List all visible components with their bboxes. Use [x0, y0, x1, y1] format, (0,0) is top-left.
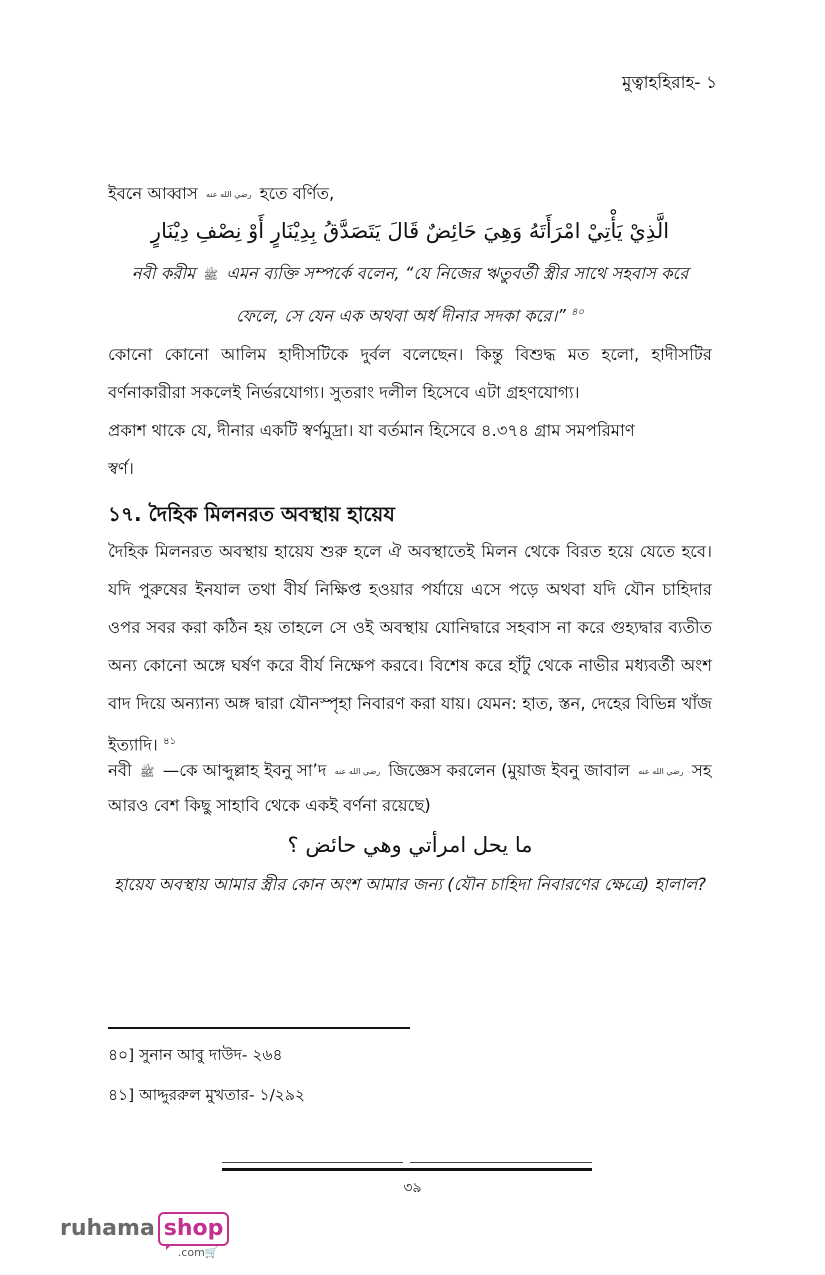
honorific-ra-icon: رضي الله عنه [638, 766, 684, 776]
running-head: মুত্বাহহিরাহ- ১ [622, 73, 717, 93]
footnote-text: আদ্দুররুল মুখতার- ১/২৯২ [139, 1086, 306, 1104]
arabic-question: ما يحل امرأتي وهي حائض ؟ [287, 833, 533, 857]
translation-1-after: এমন ব্যক্তি সম্পর্কে বলেন, “যে নিজের ঋতুবর্তী স্ত্রীর সাথে সহবাস করে ফেলে, সে যেন এক অথবা অর্ধ দীনার সদকা করে।” [226, 264, 689, 325]
section-heading-block [108, 500, 712, 533]
footnote-divider [108, 1027, 410, 1029]
footnote-ref-41[interactable]: ৪১ [163, 736, 177, 747]
arabic-hadith-1-block [108, 214, 712, 248]
paragraph-3-block [108, 533, 712, 765]
paragraph-2-block [108, 412, 648, 488]
page-number: ৩৯ [403, 1180, 422, 1196]
logo-word-shop: shop [158, 1212, 230, 1246]
footnote-ref-40[interactable]: ৪০ [571, 306, 585, 318]
translation-2-block [108, 866, 712, 904]
logo-speech-tail [166, 1244, 172, 1250]
cart-icon: 🛒 [204, 1246, 219, 1259]
honorific-saw-icon: ﷺ [203, 267, 218, 282]
paragraph-4-block [108, 754, 712, 823]
footnote-number: ৪১] [108, 1086, 135, 1104]
translation-1-block [108, 255, 712, 335]
paragraph-4-part-1: নবী [108, 761, 132, 780]
arabic-hadith-1: الَّذِيْ يَأْتِيْ امْرَأَتَهُ وَهِيَ حَائِضٌ قَالَ يَتَصَدَّقُ بِدِيْنَارٍ أَوْ نِصْفِ دِيْنَارٍ [150, 219, 670, 243]
footer-rule-thick [222, 1168, 592, 1171]
intro-line [108, 178, 712, 211]
logo-suffix [178, 1246, 219, 1259]
intro-text-before: ইবনে আব্বাস [108, 184, 198, 203]
footer-rule-left [222, 1162, 403, 1163]
paragraph-4-part-3: জিজ্ঞেস করলেন (মুয়াজ ইবনু জাবাল [388, 761, 630, 780]
footnote-41 [108, 1083, 305, 1109]
translation-1-before: নবী করীম [131, 264, 196, 283]
paragraph-2: প্রকাশ থাকে যে, দীনার একটি স্বর্ণমুদ্রা। যা বর্তমান হিসেবে ৪.৩৭৪ গ্রাম সমপরিমাণ স্বর্ণ। [108, 421, 635, 478]
footnote-number: ৪০] [108, 1046, 135, 1064]
footnote-40 [108, 1043, 283, 1069]
section-heading: ১৭. দৈহিক মিলনরত অবস্থায় হায়েয [108, 502, 395, 526]
ruhamashop-logo [60, 1212, 229, 1262]
footer-rule-right [410, 1162, 592, 1163]
translation-2: হায়েয অবস্থায় আমার স্ত্রীর কোন অংশ আমার জন্য (যৌন চাহিদা নিবারণের ক্ষেত্রে) হালাল? [113, 875, 707, 894]
honorific-ra-icon: رضي الله عنه [206, 189, 252, 199]
paragraph-4-part-2: —কে আব্দুল্লাহ ইবনু সা’দ [162, 761, 327, 780]
logo-word-ruhama: ruhama [60, 1216, 155, 1241]
honorific-saw-icon: ﷺ [140, 764, 155, 779]
intro-text-after: হতে বর্ণিত, [259, 184, 335, 203]
honorific-ra-icon: رضي الله عنه [334, 766, 381, 776]
arabic-question-block [108, 828, 712, 862]
paragraph-1: কোনো কোনো আলিম হাদীসটিকে দুর্বল বলেছেন। কিন্তু বিশুদ্ধ মত হলো, হাদীসটির বর্ণনাকারীরা সকলেই নির্ভরযোগ্য। সুতরাং দলীল হিসেবে এটা গ্রহণযোগ্য। [108, 345, 712, 402]
logo-com-text: .com [177, 1246, 205, 1259]
paragraph-4-part-4: সহ আরও বেশ কিছু সাহাবি থেকে একই বর্ণনা রয়েছে) [108, 761, 712, 815]
logo-shop-bubble [158, 1212, 230, 1259]
paragraph-1-block [108, 336, 712, 412]
paragraph-3: দৈহিক মিলনরত অবস্থায় হায়েয শুরু হলে ঐ অবস্থাতেই মিলন থেকে বিরত হয়ে যেতে হবে। যদি পুরুষের ইনযাল তথা বীর্য নিক্ষিপ্ত হওয়ার পর্যায়ে এসে পড়ে অথবা যদি যৌন চাহিদার ওপর সবর করা কঠিন হয় তাহলে সে ওই অবস্থায় যোনিদ্বারে সহবাস না করে গুহ্যদ্বার ব্যতীত অন্য কোনো অঙ্গে ঘর্ষণ করে বীর্য নিক্ষেপ করবে। বিশেষ করে হাঁটু থেকে নাভীর মধ্যবর্তী অংশ বাদ দিয়ে অন্যান্য অঙ্গ দ্বারা যৌনস্পৃহা নিবারণ করা যায়। যেমন: হাত, স্তন, দেহের বিভিন্ন খাঁজ ইত্যাদি। [108, 542, 712, 755]
footnote-text: সুনান আবু দাউদ- ২৬৪ [139, 1046, 283, 1064]
